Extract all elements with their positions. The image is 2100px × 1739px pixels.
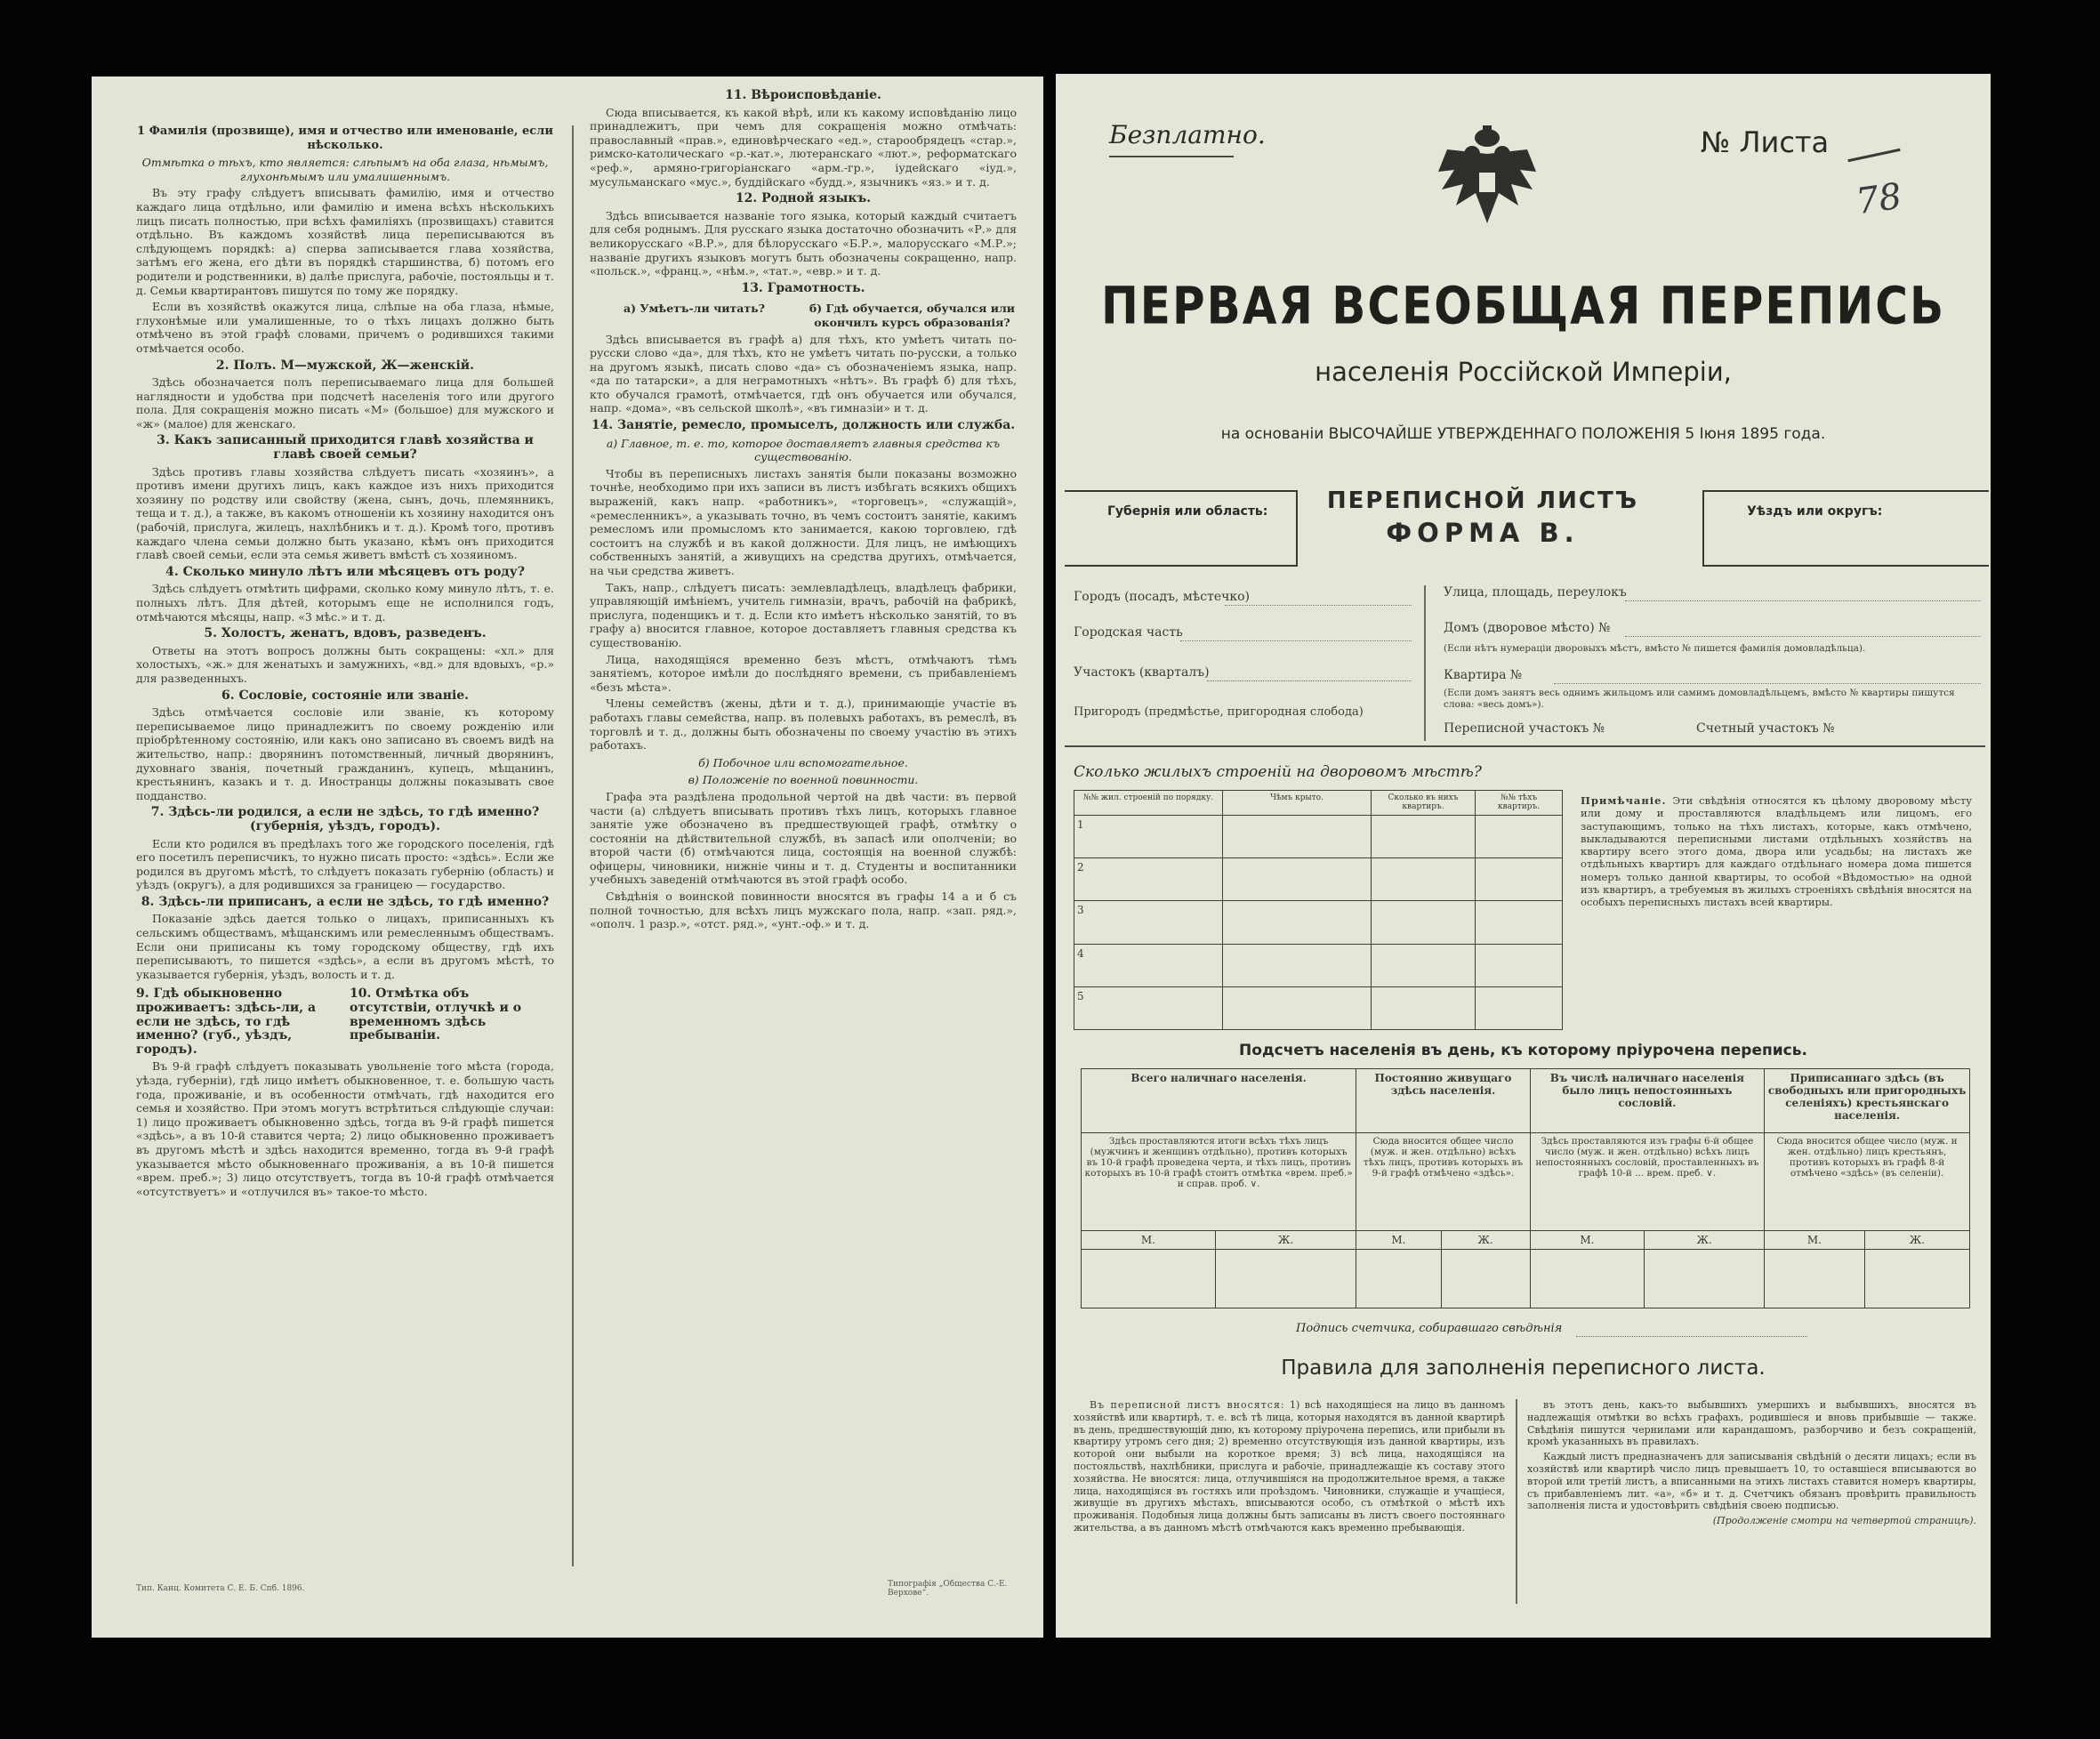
male-header: М.: [1765, 1231, 1865, 1250]
body-text: Здѣсь вписывается въ графѣ а) для тѣхъ, кто умѣетъ читать по-русски слово «да», для тѣхъ, кто не умѣетъ читать по-русски, а только на другомъ языкѣ, писать слово «да» съ обозначеніемъ языка, напр. «да по татарски», а для неграмотныхъ «нѣтъ». Въ графѣ б) для тѣхъ, кто обучался грамотѣ, отмѣчается, гдѣ онъ обучается или обучался, напр. «дома», «въ сельской школѣ», «въ гимназіи» и т. д.: [590, 332, 1017, 415]
table-cell: Здѣсь проставляются изъ графы 6-й общее число (муж. и жен. отдѣльно) всѣхъ лицъ непостоянныхъ сословій, проставленныхъ въ графѣ 10-й ... врем. преб. ∨.: [1530, 1133, 1765, 1231]
row-number: 2: [1074, 858, 1223, 901]
field-census-district: Переписной участокъ №: [1444, 721, 1605, 736]
free-label: Безплатно.: [1109, 120, 1266, 149]
male-header: М.: [1530, 1231, 1644, 1250]
rules-title: Правила для заполненія переписного листа.: [1281, 1357, 1766, 1380]
body-text: Здѣсь вписывается названіе того языка, который каждый считаетъ для себя роднымъ. Для русскаго языка достаточно обозначить «Р.» для великорусскаго «В.Р.», для бѣлорусскаго «Б.Р.», малорусскаго «М.Р.»; названіе другихъ языковъ могутъ быть обозначены сокращенно, напр. «польск.», «франц.», «нѣм.», «тат.», «евр.» и т. д.: [590, 208, 1017, 278]
female-header: Ж.: [1645, 1231, 1765, 1250]
field-line: [1180, 640, 1412, 641]
population-count-title: Подсчетъ населенія въ день, къ которому пріурочена перепись.: [1239, 1042, 1807, 1059]
section-heading: 6. Сословіе, состояніе или званіе.: [221, 688, 470, 703]
section-heading: б) Гдѣ обучается, обучался или окончилъ курсъ образованія?: [809, 302, 1016, 329]
body-text: Показаніе здѣсь дается только о лицахъ, приписанныхъ къ сельскимъ обществамъ, мѣщанскимъ или ремесленнымъ обществамъ. Если они приписаны къ тому городскому обществу, гдѣ ихъ переписываютъ, то пишется «здѣсь», а если въ другомъ мѣстѣ, то указывается губернія, уѣздъ, волость и т. д.: [136, 912, 554, 981]
strike-mark: [1847, 149, 1900, 162]
field-line: [1554, 682, 1981, 684]
left-column-2: [590, 85, 1017, 1571]
section-heading: 14. Занятіе, ремесло, промыселъ, должность или служба.: [591, 418, 1016, 433]
rules-column-1: [1074, 1399, 1505, 1613]
table-header: Чѣмъ крыто.: [1223, 791, 1372, 816]
body-text: Лица, находящіяся временно безъ мѣстъ, отмѣчаютъ тѣмъ занятіемъ, которое имѣли до послѣдняго времени, съ прибавленіемъ «безъ мѣста».: [590, 652, 1017, 694]
body-text: Здѣсь отмѣчается сословіе или званіе, къ которому переписываемое лицо принадлежитъ по своему рожденію или пріобрѣтенному состоянію, или какъ оно записано въ своемъ видѣ на жительство, напр.: дворянинъ потомственный, личный дворянинъ, духовнаго званія, почетный гражданинъ, купецъ, мѣщанинъ, крестьянинъ, казакъ и т. д. Иностранцы должны показывать свое подданство.: [136, 705, 554, 802]
body-text: Если въ хозяйствѣ окажутся лица, слѣпые на оба глаза, нѣмые, глухонѣмые или умалишенные, то о тѣхъ лицахъ должно быть отмѣчено въ этой графѣ словами, причемъ о родившихся такими отмѣчается особо.: [136, 300, 554, 355]
female-header: Ж.: [1441, 1231, 1530, 1250]
right-page: [1056, 74, 1991, 1638]
continuation-note: (Продолженіе смотри на четвертой страницѣ).: [1712, 1515, 1976, 1527]
field-line: [1625, 600, 1981, 601]
section-subheading: а) Главное, т. е. то, которое доставляетъ главныя средства къ существованію.: [606, 436, 1001, 464]
table-header: Всего наличнаго населенія.: [1082, 1069, 1356, 1133]
rules-column-2: [1527, 1399, 1976, 1613]
note-block: [1581, 794, 1972, 909]
body-text: Каждый листъ предназначенъ для записыванія свѣдѣній о десяти лицахъ; если въ хозяйствѣ или квартирѣ число лицъ превышаетъ 10, то оставшіеся вписываются во второй или третій листъ, а вписанными на этихъ листахъ ставится номеръ квартиры, съ прибавленіемъ лит. «а», «б» и т. д. Счетчикъ обязанъ провѣрить правильность заполненія листа и удостовѣрить свѣдѣнія своею подписью.: [1527, 1451, 1976, 1512]
field-house-note: (Если нѣтъ нумераціи дворовыхъ мѣстъ, вмѣсто № пишется фамилія домовладѣльца).: [1444, 643, 1866, 654]
row-number: 4: [1074, 944, 1223, 986]
body-text: Члены семействъ (жены, дѣти и т. д.), принимающіе участіе въ работахъ главы семейства, напр. въ полевыхъ работахъ, въ ремеслѣ, въ торговлѣ и т. д., должны быть обозначены по своему участію въ этихъ работахъ.: [590, 696, 1017, 753]
section-heading: 2. Полъ. М—мужской, Ж—женскій.: [215, 358, 475, 373]
section-heading: 7. Здѣсь-ли родился, а если не здѣсь, то гдѣ именно? (губернія, уѣздъ, городъ).: [150, 805, 540, 833]
imperial-eagle-icon: [1429, 118, 1545, 234]
body-text: Сюда вписывается, къ какой вѣрѣ, или къ какому исповѣданію лицо принадлежитъ, при чемъ для сокращенія можно отмѣчать: православный «прав.», единовѣрческаго «ед.», старообрядецъ «стар.», римско-католическаго «р.-кат.», лютеранскаго «лют.», реформатскаго «реф.», армяно-григоріанскаго «арм.-гр.», іудейскаго «іуд.», мусульманскаго «мус.», буддійскаго «будд.», язычникъ «яз.» и т. д.: [590, 105, 1017, 189]
body-text: Свѣдѣнія о воинской повинности вносятся въ графы 14 а и б съ полной точностью, для всѣхъ лицъ мужскаго пола, напр. «зап. ряд.», «ополч. 1 разр.», «отст. ряд.», «унт.-оф.» и т. д.: [590, 890, 1017, 931]
body-text: Здѣсь слѣдуетъ отмѣтить цифрами, сколько кому минуло лѣтъ, т. е. полныхъ лѣтъ. Для дѣтей, которымъ еще не исполнился годъ, отмѣчаются мѣсяцы, напр. «3 мѣс.» и т. д.: [136, 582, 554, 624]
document-subtitle: населенія Россійской Имперіи,: [1315, 357, 1732, 387]
row-number: 3: [1074, 901, 1223, 944]
note-text: Эти свѣдѣнія относятся къ цѣлому дворовому мѣсту или дому и проставляются владѣльцемъ или лицомъ, его заступающимъ, только на тѣхъ листахъ, которые, какъ отмѣчено, выкладываются переписными листами отдѣльныхъ хозяйствъ на квартиру всего этого дома, двора или усадьбы; на листахъ же отдѣльныхъ квартиръ для каждаго отдѣльнаго номера дома пишется номеръ только данной квартиры, то особой «Вѣдомостью» на одной изъ квартиръ, а требуемыя въ жилыхъ строеніяхъ свѣдѣнія вносятся на особыхъ переписныхъ листахъ всей квартиры.: [1581, 794, 1973, 909]
field-line: [1207, 680, 1412, 681]
table-header: Приписаннаго здѣсь (въ свободныхъ или пригородныхъ селеніяхъ) крестьянскаго населенія.: [1765, 1069, 1970, 1133]
row-number: 5: [1074, 986, 1223, 1029]
printer-imprint: Типографія „Общества С.-Е. Верхове“.: [888, 1580, 1008, 1598]
section-heading: 8. Здѣсь-ли приписанъ, а если не здѣсь, то гдѣ именно?: [141, 894, 550, 909]
left-column-1: [136, 121, 554, 1571]
field-line: [1225, 604, 1412, 606]
field-suburb: Пригородъ (предмѣстье, пригородная слобода): [1074, 705, 1364, 719]
column-divider: [572, 125, 574, 1566]
male-header: М.: [1082, 1231, 1216, 1250]
note-label: Примѣчаніе.: [1581, 794, 1667, 807]
section-subheading: Отмѣтка о тѣхъ, кто является: слѣпымъ на оба глаза, нѣмымъ, глухонѣмымъ или умалишеннымъ.: [141, 156, 549, 183]
underline: [1109, 156, 1234, 157]
field-city-part: Городская часть: [1074, 625, 1183, 640]
table-header: Въ числѣ наличнаго населенія было лицъ непостоянныхъ сословій.: [1530, 1069, 1765, 1133]
left-page: [92, 76, 1043, 1638]
buildings-table: [1074, 790, 1563, 1030]
signature-label: Подпись счетчика, собиравшаго свѣдѣнія: [1296, 1322, 1563, 1335]
female-header: Ж.: [1864, 1231, 1969, 1250]
district-box: [1702, 490, 1989, 567]
handwritten-sheet-number: 78: [1854, 175, 1904, 223]
body-text: Чтобы въ переписныхъ листахъ занятія были показаны возможно точнѣе, необходимо при ихъ записи въ листъ избѣгать всякихъ общихъ выраженій, какъ напр. «работникъ», «торговецъ», «служащій», «ремесленникъ», а указывать точно, въ чемъ состоитъ занятіе, какимъ ремесломъ или промысломъ кто занимается, какою торговлею, гдѣ состоитъ на службѣ и въ какой должности. Для лицъ, не имѣющихъ собственныхъ занятій, а живущихъ на средства другихъ, отмѣчается, на чьи средства живетъ.: [590, 466, 1017, 577]
section-heading: 9. Гдѣ обыкновенно проживаетъ: здѣсь-ли, а если не здѣсь, то гдѣ именно? (губ., уѣздъ, городъ).: [136, 986, 317, 1057]
body-text: въ этотъ день, какъ-то выбывшихъ умершихъ и выбывшихъ, вносятся въ надлежащія отмѣтки во всѣхъ графахъ, родившіеся и вновь прибывшіе — также. Свѣдѣнія пишутся чернилами или карандашомъ, разборчиво и безъ сокращеній, кромѣ указанныхъ въ правилахъ.: [1527, 1399, 1976, 1448]
form-code: ФОРМА В.: [1386, 518, 1580, 548]
field-apartment: Квартира №: [1444, 668, 1523, 682]
rules-column-divider: [1516, 1399, 1517, 1604]
female-header: Ж.: [1215, 1231, 1356, 1250]
district-label: Уѣздъ или округъ:: [1747, 504, 1883, 519]
field-count-district: Счетный участокъ №: [1696, 721, 1835, 736]
body-text: Здѣсь противъ главы хозяйства слѣдуетъ писать «хозяинъ», а противъ имени другихъ лицъ, какъ каждое изъ нихъ приходится хозяину по родству или свойству (жена, сынъ, дочь, племянникъ, теща и т. д.), а также, въ какомъ отношеніи къ хозяину находится онъ (рабочій, прислуга, жилецъ, нахлѣбникъ и т. д.). Кромѣ того, противъ каждаго члена семьи должно быть указано, кѣмъ онъ приходится главѣ своей семьи, если эта семья живетъ вмѣстѣ съ хозяиномъ.: [136, 464, 554, 562]
sheet-number-label: № Листа: [1701, 125, 1830, 159]
body-text: Въ эту графу слѣдуетъ вписывать фамилію, имя и отчество каждаго лица отдѣльно, или фамилію и имена всѣхъ нѣсколькихъ лицъ писать полностью, при всѣхъ фамиліяхъ (прозвищахъ) ставится отдѣльно. Въ каждомъ хозяйствѣ лица переписываются въ слѣдующемъ порядкѣ: а) сперва записывается глава хозяйства, затѣмъ его жена, его дѣти въ порядкѣ старшинства, б) потомъ его родители и родственники, в) далѣе прислуга, рабочіе, постояльцы и т. д. Семьи квартирантовъ пишутся по тому же порядку.: [136, 186, 554, 297]
document-title: ПЕРВАЯ ВСЕОБЩАЯ ПЕРЕПИСЬ: [1100, 276, 1946, 336]
body-text: Въ переписной листъ вносятся: 1) всѣ находящіеся на лицо въ данномъ хозяйствѣ или квартирѣ, т. е. всѣ тѣ лица, которыя находятся въ данной квартирѣ въ день, предшествующій дню, къ которому пріурочена перепись, или прибыли въ квартиру утромъ сего дня; 2) временно отсутствующія изъ данной квартиры, изъ которой они выбыли на короткое время; 3) всѣ лица, находящіяся на постояльствѣ, нахлѣбники, прислуга и рабочіе, принадлежащіе къ составу этого хозяйства. Не вносятся: лица, отлучившіяся на продолжительное время, а также лица, находящіяся въ гостяхъ или проѣздомъ. Чиновники, служащіе и учащіеся, живущіе въ другихъ мѣстахъ, вписываются особо, съ отмѣткой о мѣстѣ ихъ проживанія. Подобныя лица должны быть записаны въ листъ своего постояннаго жительства, а въ данномъ мѣстѣ отмѣчаются какъ временно пребывающія.: [1074, 1399, 1505, 1534]
printer-imprint: Тип. Канц. Комитета С. Е. Б. Спб. 1896.: [136, 1584, 305, 1593]
population-count-table: [1081, 1068, 1970, 1308]
section-heading: 11. Вѣроисповѣданіе.: [725, 88, 881, 102]
table-header: Сколько въ нихъ квартиръ.: [1372, 791, 1476, 816]
field-street: Улица, площадь, переулокъ: [1444, 585, 1627, 600]
field-house: Домъ (дворовое мѣсто) №: [1444, 621, 1611, 635]
province-box: [1065, 490, 1298, 567]
field-city: Городъ (посадъ, мѣстечко): [1074, 590, 1251, 604]
body-text: Ответы на этотъ вопросъ должны быть сокращены: «хл.» для холостыхъ, «ж.» для женатыхъ и замужнихъ, «вд.» для вдовыхъ, «р.» для разведенныхъ.: [136, 643, 554, 685]
section-subheading: б) Побочное или вспомогательное.: [698, 755, 908, 769]
body-text: Такъ, напр., слѣдуетъ писать: землевладѣлецъ, владѣлецъ фабрики, управляющій имѣніемъ, учитель гимназіи, врачъ, рабочій на фабрикѣ, прислуга, поденщикъ и т. д. Если кто имѣетъ нѣсколько занятій, то въ графу а) вносится главное, которое доставляетъ главныя средства къ существованію.: [590, 580, 1017, 649]
table-header: Постоянно живущаго здѣсь населенія.: [1356, 1069, 1530, 1133]
table-cell: Здѣсь проставляются итоги всѣхъ тѣхъ лицъ (мужчинъ и женщинъ отдѣльно), противъ которыхъ въ 10-й графѣ проведена черта, и тѣхъ лицъ, противъ которыхъ въ 10-й графѣ стоитъ отмѣтка «врем. преб.» и справ. проб. ∨.: [1082, 1133, 1356, 1231]
table-header: №№ жил. строеній по порядку.: [1074, 791, 1223, 816]
section-heading: 3. Какъ записанный приходится главѣ хозяйства и главѣ своей семьи?: [157, 433, 534, 463]
table-header: №№ тѣхъ квартиръ.: [1476, 791, 1563, 816]
body-text: Здѣсь обозначается полъ переписываемаго лица для большей наглядности и удобства при подсчетѣ населенія того или другого пола. Для сокращенія можно писать «М» (большое) для мужского и «ж» (малое) для женскаго.: [136, 375, 554, 431]
province-label: Губернія или область:: [1107, 504, 1268, 519]
body-text: Графа эта раздѣлена продольной чертой на двѣ части: въ первой части (а) слѣдуетъ вписывать противъ тѣхъ лицъ, которыхъ главное занятіе уже обозначено въ предшествующей графѣ, отмѣтку о состояніи на дѣйствительной службѣ, въ запасѣ или ополченіи; во второй части (б) отмѣчаются лица, состоящія на военной службѣ: офицеры, чиновники, нижніе чины и т. д. Студенты и воспитанники учебныхъ заведеній отмѣчаются въ этой графѣ особо.: [590, 789, 1017, 887]
field-precinct: Участокъ (кварталъ): [1074, 665, 1210, 680]
section-heading: а) Умѣетъ-ли читать?: [624, 302, 765, 316]
document-subtitle-decree: на основаніи ВЫСОЧАЙШЕ УТВЕРЖДЕННАГО ПОЛОЖЕНІЯ 5 Іюня 1895 года.: [1220, 425, 1826, 443]
row-number: 1: [1074, 816, 1223, 858]
section-heading: 12. Родной языкъ.: [735, 191, 872, 206]
section-heading: 5. Холостъ, женатъ, вдовъ, разведенъ.: [204, 626, 487, 641]
form-title-block: [1305, 487, 1661, 548]
section-heading: 1 Фамилія (прозвище), имя и отчество или именованіе, если нѣсколько.: [137, 125, 553, 152]
section-heading: 10. Отмѣтка объ отсутствіи, отлучкѣ и о временномъ здѣсь пребываніи.: [350, 986, 522, 1043]
signature-line: [1576, 1335, 1807, 1337]
field-separator: [1065, 745, 1985, 747]
body-text: Если кто родился въ предѣлахъ того же городского поселенія, гдѣ его посетилъ переписчикъ, то нужно писать просто: «здѣсь». Если же родился въ другомъ мѣстѣ, то слѣдуетъ показать губернію (область) и уѣздъ (округъ), а для родившихся за границею — государство.: [136, 836, 554, 892]
body-text: Въ 9-й графѣ слѣдуетъ показывать увольненіе того мѣста (города, уѣзда, губерніи), гдѣ лицо имѣетъ обыкновенное, т. е. большую часть года, проживаніе, и въ особенности отмѣчать, гдѣ находится его семья и хозяйство. При этомъ могутъ встрѣтиться слѣдующіе случаи: 1) лицо проживаетъ обыкновенно здѣсь, тогда въ 9-й графѣ пишется «здѣсь», а въ 10-й ставится черта; 2) лицо обыкновенно проживаетъ въ другомъ мѣстѣ и здѣсь находится временно, тогда въ 9-й графѣ указывается мѣсто обыкновеннаго проживанія, а въ 10-й пишется «врем. преб.»; 3) лицо отсутствуетъ, тогда въ 10-й графѣ отмѣчается «отсутствуетъ» и «отлучился въ» такое-то мѣсто.: [136, 1059, 554, 1198]
section-heading: 13. Грамотность.: [741, 280, 865, 295]
field-divider: [1424, 585, 1426, 741]
table-cell: Сюда вносится общее число (муж. и жен. отдѣльно) лицъ крестьянъ, противъ которыхъ въ графѣ 8-й отмѣчено «здѣсь» (въ селеніи).: [1765, 1133, 1970, 1231]
form-title: ПЕРЕПИСНОЙ ЛИСТЪ: [1326, 487, 1639, 514]
section-subheading: в) Положеніе по военной повинности.: [688, 773, 919, 787]
field-apartment-note: (Если домъ занятъ весь однимъ жильцомъ или самимъ домовладѣльцемъ, вмѣсто № квартиры пишутся слова: «весь домъ»).: [1444, 688, 1955, 710]
male-header: М.: [1356, 1231, 1441, 1250]
table-cell: Сюда вносится общее число (муж. и жен. отдѣльно) всѣхъ тѣхъ лицъ, противъ которыхъ въ 9-й графѣ отмѣчено «здѣсь».: [1356, 1133, 1530, 1231]
field-line: [1625, 635, 1981, 637]
section-heading: 4. Сколько минуло лѣтъ или мѣсяцевъ отъ роду?: [165, 564, 525, 579]
buildings-question: Сколько жилыхъ строеній на дворовомъ мѣстѣ?: [1074, 763, 1482, 781]
